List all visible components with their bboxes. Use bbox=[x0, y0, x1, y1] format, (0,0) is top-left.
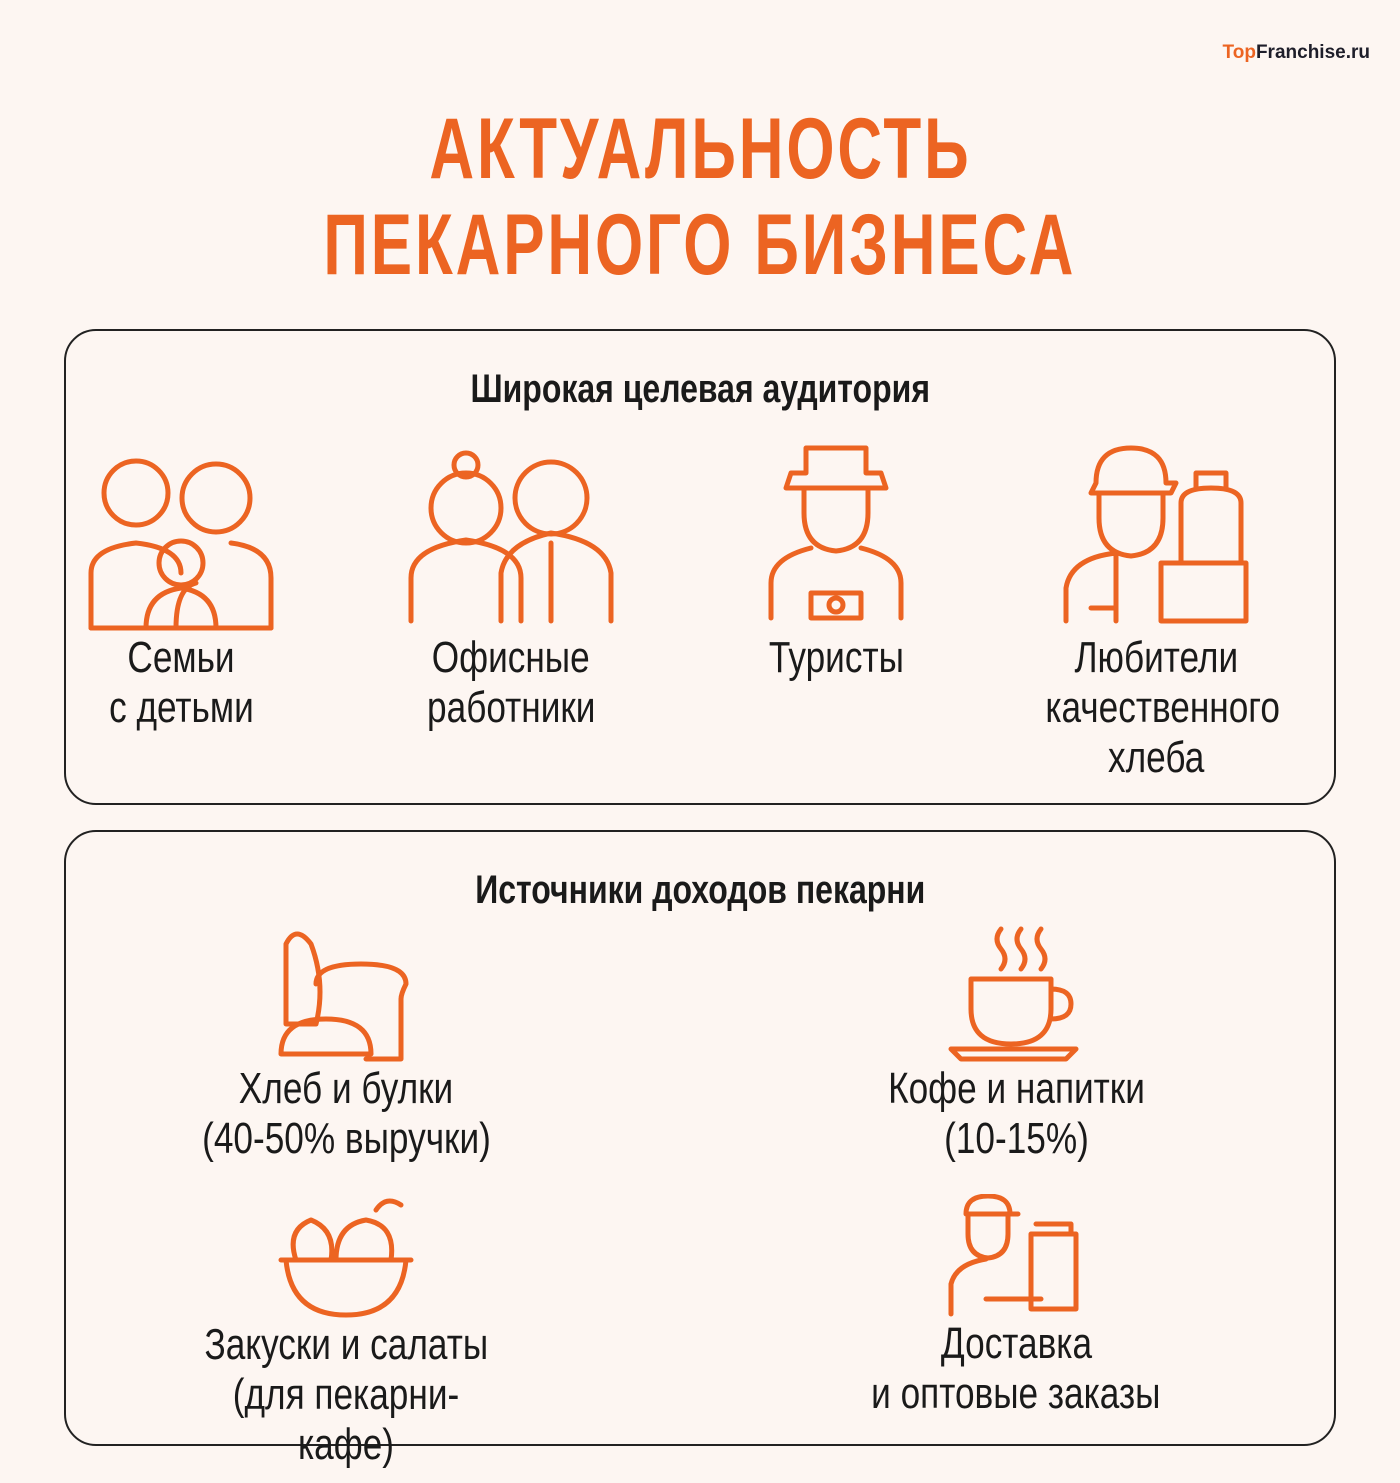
audience-heading: Широкая целевая аудитория bbox=[470, 367, 930, 411]
audience-item-bread-lovers: Любители качественного хлеба bbox=[1016, 443, 1296, 783]
income-panel bbox=[64, 830, 1336, 1469]
income-item-coffee: Кофе и напитки (10-15%) bbox=[846, 924, 1186, 1164]
title-line-1: АКТУАЛЬНОСТЬ bbox=[428, 101, 972, 197]
salad-icon bbox=[276, 1190, 416, 1320]
logo: TopFranchise.ru bbox=[1222, 42, 1370, 63]
tourist-icon bbox=[766, 443, 906, 633]
delivery-icon bbox=[946, 1194, 1086, 1319]
income-item-salads: Закуски и салаты (для пекарни-кафе) bbox=[146, 1190, 546, 1470]
income-heading: Источники доходов пекарни bbox=[474, 868, 926, 912]
office-workers-icon bbox=[406, 443, 616, 633]
title-line-2: ПЕКАРНОГО БИЗНЕСА bbox=[323, 197, 1077, 293]
audience-item-office: Офисные работники bbox=[406, 443, 616, 733]
bread-lover-icon bbox=[1061, 443, 1251, 633]
coffee-icon bbox=[946, 924, 1086, 1064]
audience-item-families: Семьи с детьми bbox=[66, 443, 296, 733]
family-icon bbox=[86, 443, 276, 633]
income-item-bread: Хлеб и булки (40-50% выручки) bbox=[156, 924, 536, 1164]
income-item-delivery: Доставка и оптовые заказы bbox=[826, 1194, 1206, 1419]
bread-icon bbox=[276, 924, 416, 1064]
audience-panel bbox=[64, 329, 1336, 805]
audience-item-tourists: Туристы bbox=[726, 443, 946, 683]
